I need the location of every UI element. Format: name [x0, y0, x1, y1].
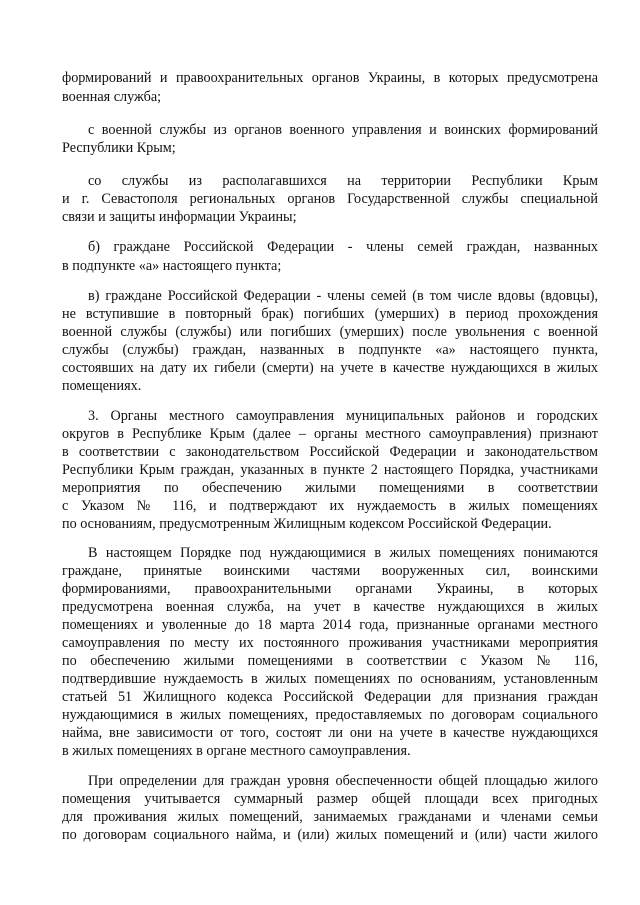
text-line: подтвердившие нуждаемость в жилых помещениях по основаниям, установленным: [62, 671, 598, 687]
text-line: по основаниям, предусмотренным Жилищным кодексом Российской Федерации.: [62, 516, 552, 532]
text-line: состоявших на дату их гибели (смерти) на учете в качестве нуждающихся в жилых: [62, 360, 598, 376]
text-line: округов в Республике Крым (далее – органы местного самоуправления) признают: [62, 426, 598, 442]
text-line: формирований и правоохранительных органов Украины, в которых предусмотрена: [62, 70, 598, 86]
text-line: формированиями, правоохранительными органами Украины, в которых: [62, 581, 598, 597]
text-line: связи и защиты информации Украины;: [62, 209, 297, 225]
text-line: по обеспечению жилыми помещениями в соответствии с Указом № 116,: [62, 653, 598, 669]
text-line: В настоящем Порядке под нуждающимися в жилых помещениях понимаются: [88, 545, 598, 561]
text-line: в подпункте «а» настоящего пункта;: [62, 258, 282, 274]
text-line: самоуправления по месту их постоянного проживания участниками мероприятия: [62, 635, 598, 651]
text-line: военной службы (службы) или погибших (умерших) после увольнения с военной: [62, 324, 598, 340]
text-line: помещения учитывается суммарный размер общей площади всех пригодных: [62, 791, 598, 807]
text-line: Республики Крым;: [62, 140, 176, 156]
text-line: При определении для граждан уровня обеспеченности общей площадью жилого: [88, 773, 598, 789]
text-line: по договорам социального найма, и (или) жилых помещений и (или) части жилого: [62, 827, 598, 843]
text-line: в жилых помещениях в органе местного самоуправления.: [62, 743, 411, 759]
text-line: в соответствии с законодательством Российской Федерации и законодательством: [62, 444, 598, 460]
text-line: статьей 51 Жилищного кодекса Российской Федерации для признания граждан: [62, 689, 598, 705]
text-line: нуждающимися в жилых помещениях, предоставляемых по договорам социального: [62, 707, 598, 723]
text-line: б) граждане Российской Федерации - члены семей граждан, названных: [88, 239, 598, 255]
text-line: и г. Севастополя региональных органов Государственной службы специальной: [62, 191, 598, 207]
text-line: Республики Крым граждан, указанных в пункте 2 настоящего Порядка, участниками: [62, 462, 598, 478]
text-line: с Указом № 116, и подтверждают их нуждаемость в жилых помещениях: [62, 498, 598, 514]
text-line: со службы из располагавшихся на территории Республики Крым: [88, 173, 598, 189]
text-line: с военной службы из органов военного управления и воинских формирований: [88, 122, 598, 138]
text-line: помещениях и уволенные до 18 марта 2014 года, признанные органами местного: [62, 617, 598, 633]
text-line: службы (службы) граждан, названных в подпункте «а» настоящего пункта,: [62, 342, 598, 358]
text-line: 3. Органы местного самоуправления муниципальных районов и городских: [88, 408, 598, 424]
text-line: предусмотрена военная служба, на учет в качестве нуждающихся в жилых: [62, 599, 598, 615]
text-line: найма, вне зависимости от того, состоят ли они на учете в качестве нуждающихся: [62, 725, 598, 741]
text-line: не вступившие в повторный брак) погибших (умерших) в период прохождения: [62, 306, 598, 322]
text-line: граждане, принятые воинскими частями вооруженных сил, воинскими: [62, 563, 598, 579]
text-line: военная служба;: [62, 89, 162, 105]
text-line: для проживания жилых помещений, занимаемых гражданами и членами семьи: [62, 809, 598, 825]
text-line: мероприятия по обеспечению жилыми помещениями в соответствии: [62, 480, 598, 496]
text-line: помещениях.: [62, 378, 142, 394]
text-line: в) граждане Российской Федерации - члены семей (в том числе вдовы (вдовцы),: [88, 288, 598, 304]
